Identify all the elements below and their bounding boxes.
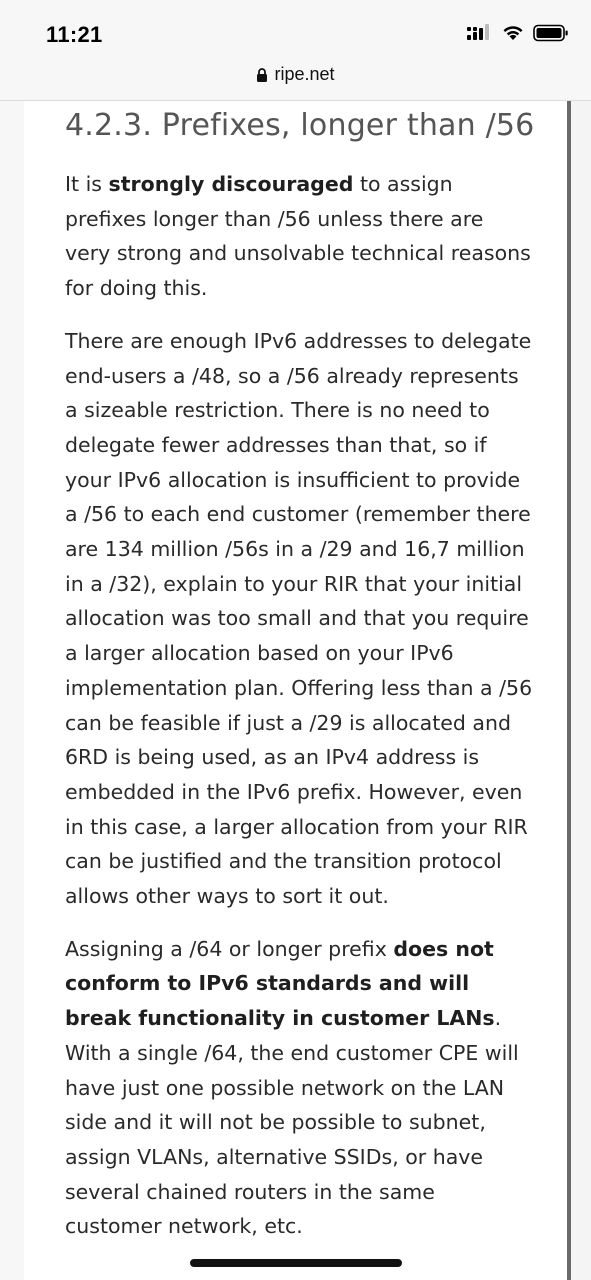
paragraph-1 [65,167,535,306]
p1-text-after: to assign prefixes longer than /56 unless there are very strong and unsolvable technical reasons for doing this. [65,172,531,301]
page-left-gutter [0,101,24,1280]
status-bar [0,0,591,58]
paragraph-2: There are enough IPv6 addresses to delegate end-users a /48, so a /56 already represents a sizeable restriction. There is no need to delegate fewer addresses than that, so if your IPv6 allocation is insufficient to provide a /56 to each end customer (remember there are 134 million /56s in a /29 and 16,7 million in a /32), explain to your RIR that your initial allocation was too small and that you require a larger allocation based on your IPv6 implementation plan. Offering less than a /56 can be feasible if just a /29 is allocated and 6RD is being used, as an IPv4 address is embedded in the IPv6 prefix. However, even in this case, a larger allocation from your RIR can be justified and the transition protocol allows other ways to sort it out. [65,328,533,909]
page-right-gutter [571,101,591,1280]
p1-text-before: It is [65,172,109,196]
section-heading: 4.2.3. Prefixes, longer than /56 [65,108,535,143]
address-bar[interactable] [0,58,591,101]
web-page [0,101,591,1280]
address-bar-content[interactable] [0,64,591,85]
battery-icon [533,24,569,42]
status-icons [467,24,569,42]
signal-icon [467,24,493,42]
article [65,101,535,1244]
lock-icon [256,67,268,83]
p3-bold-text: does not conform to IPv6 standards and will break functionality in customer LANs [65,936,495,1031]
paragraph-3 [65,932,535,1244]
p1-bold-text: strongly discouraged [108,172,354,196]
p3-text-before: Assigning a /64 or longer prefix [65,936,394,961]
status-time: 11:21 [46,22,103,47]
url-text[interactable]: ripe.net [274,64,335,84]
home-indicator[interactable] [190,1259,402,1267]
p3-text-after: . With a single /64, the end customer CPE will have just one possible network on the LAN side and it will not be possible to subnet, assign VLANs, alternative SSIDs, or have several chained routers in the same customer network, etc. [65,1006,519,1239]
wifi-icon [501,24,525,42]
